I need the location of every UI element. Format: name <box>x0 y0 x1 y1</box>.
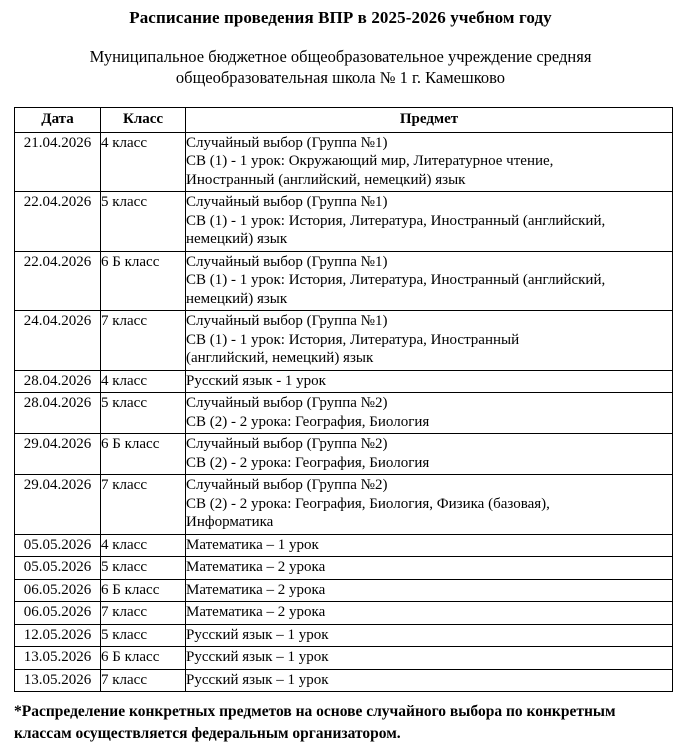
table-body <box>15 132 673 692</box>
cell-date: 28.04.2026 <box>15 370 101 393</box>
cell-date: 29.04.2026 <box>15 434 101 475</box>
subject-line: СВ (1) - 1 урок: Окружающий мир, Литературное чтение, <box>186 153 554 169</box>
cell-subject <box>186 647 673 670</box>
subject-line: Иностранный (английский, немецкий) язык <box>186 171 466 188</box>
subject-line: Математика – 1 урок <box>186 536 319 553</box>
subject-line: Математика – 2 урока <box>186 581 326 598</box>
cell-class: 4 класс <box>101 132 186 192</box>
cell-subject <box>186 370 673 393</box>
subject-line: Русский язык - 1 урок <box>186 372 326 389</box>
table-row <box>15 132 673 192</box>
subject-line: СВ (2) - 2 урока: География, Биология <box>186 454 430 471</box>
subject-line: СВ (1) - 1 урок: История, Литература, Иностранный (английский, <box>186 212 606 229</box>
cell-subject <box>186 669 673 692</box>
cell-class: 7 класс <box>101 669 186 692</box>
cell-date: 29.04.2026 <box>15 475 101 535</box>
cell-class: 5 класс <box>101 557 186 580</box>
cell-subject <box>186 251 673 311</box>
cell-subject <box>186 475 673 535</box>
cell-subject <box>186 602 673 625</box>
subject-line: Случайный выбор (Группа №2) <box>186 395 388 411</box>
cell-subject <box>186 534 673 557</box>
cell-date: 22.04.2026 <box>15 192 101 252</box>
cell-class: 7 класс <box>101 602 186 625</box>
table-header-row <box>15 108 673 133</box>
cell-class: 6 Б класс <box>101 434 186 475</box>
footnote <box>14 701 666 745</box>
cell-subject <box>186 311 673 371</box>
cell-subject <box>186 434 673 475</box>
cell-date: 28.04.2026 <box>15 393 101 434</box>
table-row <box>15 534 673 557</box>
table-row <box>15 311 673 371</box>
subject-line: немецкий) язык <box>186 290 288 307</box>
subject-line: немецкий) язык <box>186 231 288 247</box>
cell-class: 6 Б класс <box>101 251 186 311</box>
cell-class: 7 класс <box>101 311 186 371</box>
cell-date: 05.05.2026 <box>15 557 101 580</box>
column-header-subject: Предмет <box>186 108 673 133</box>
cell-subject <box>186 557 673 580</box>
cell-subject <box>186 132 673 192</box>
cell-date: 24.04.2026 <box>15 311 101 371</box>
table-row <box>15 192 673 252</box>
subject-line: Информатика <box>186 514 274 530</box>
table-row <box>15 393 673 434</box>
cell-subject <box>186 192 673 252</box>
table-row <box>15 475 673 535</box>
subject-line: (английский, немецкий) язык <box>186 350 374 366</box>
subject-line: Математика – 2 урока <box>186 604 326 620</box>
school-name <box>41 46 641 88</box>
schedule-table <box>14 107 673 692</box>
cell-date: 13.05.2026 <box>15 647 101 670</box>
table-row <box>15 579 673 602</box>
footnote-line-2: классам осуществляется федеральным организатором. <box>14 725 401 742</box>
table-row <box>15 647 673 670</box>
cell-class: 6 Б класс <box>101 579 186 602</box>
cell-date: 13.05.2026 <box>15 669 101 692</box>
subject-line: Случайный выбор (Группа №2) <box>186 477 388 493</box>
cell-date: 21.04.2026 <box>15 132 101 192</box>
subject-line: Математика – 2 урока <box>186 559 326 575</box>
cell-subject <box>186 393 673 434</box>
column-header-date: Дата <box>15 108 101 133</box>
cell-date: 06.05.2026 <box>15 602 101 625</box>
school-name-line-2: общеобразовательная школа № 1 г. Камешково <box>175 68 506 87</box>
cell-date: 06.05.2026 <box>15 579 101 602</box>
cell-date: 05.05.2026 <box>15 534 101 557</box>
cell-class: 6 Б класс <box>101 647 186 670</box>
footnote-line-1: *Распределение конкретных предметов на основе случайного выбора по конкретным <box>14 703 616 720</box>
cell-class: 5 класс <box>101 624 186 647</box>
table-row <box>15 434 673 475</box>
table-header <box>15 108 673 133</box>
subject-line: СВ (2) - 2 урока: География, Биология, Физика (базовая), <box>186 495 550 512</box>
cell-class: 4 класс <box>101 534 186 557</box>
subject-line: Русский язык – 1 урок <box>186 626 329 643</box>
table-row <box>15 251 673 311</box>
cell-date: 22.04.2026 <box>15 251 101 311</box>
column-header-class: Класс <box>101 108 186 133</box>
cell-class: 5 класс <box>101 192 186 252</box>
document-page <box>0 8 681 742</box>
school-name-line-1: Муниципальное бюджетное общеобразовательное учреждение средняя <box>89 47 592 66</box>
subject-line: Случайный выбор (Группа №1) <box>186 134 388 151</box>
subject-line: Русский язык – 1 урок <box>186 649 329 665</box>
subject-line: Случайный выбор (Группа №2) <box>186 436 388 452</box>
cell-date: 12.05.2026 <box>15 624 101 647</box>
subject-line: Случайный выбор (Группа №1) <box>186 313 388 329</box>
page-title: Расписание проведения ВПР в 2025-2026 учебном году <box>129 8 552 27</box>
table-row <box>15 370 673 393</box>
table-row <box>15 557 673 580</box>
cell-subject <box>186 579 673 602</box>
subject-line: СВ (1) - 1 урок: История, Литература, Иностранный (английский, <box>186 272 606 288</box>
subject-line: СВ (2) - 2 урока: География, Биология <box>186 413 430 430</box>
cell-class: 4 класс <box>101 370 186 393</box>
subject-line: Случайный выбор (Группа №1) <box>186 253 388 270</box>
cell-class: 5 класс <box>101 393 186 434</box>
subject-line: СВ (1) - 1 урок: История, Литература, Иностранный <box>186 331 520 348</box>
subject-line: Случайный выбор (Группа №1) <box>186 194 388 210</box>
table-row <box>15 602 673 625</box>
cell-subject <box>186 624 673 647</box>
subject-line: Русский язык – 1 урок <box>186 671 329 688</box>
cell-class: 7 класс <box>101 475 186 535</box>
table-row <box>15 624 673 647</box>
table-row <box>15 669 673 692</box>
